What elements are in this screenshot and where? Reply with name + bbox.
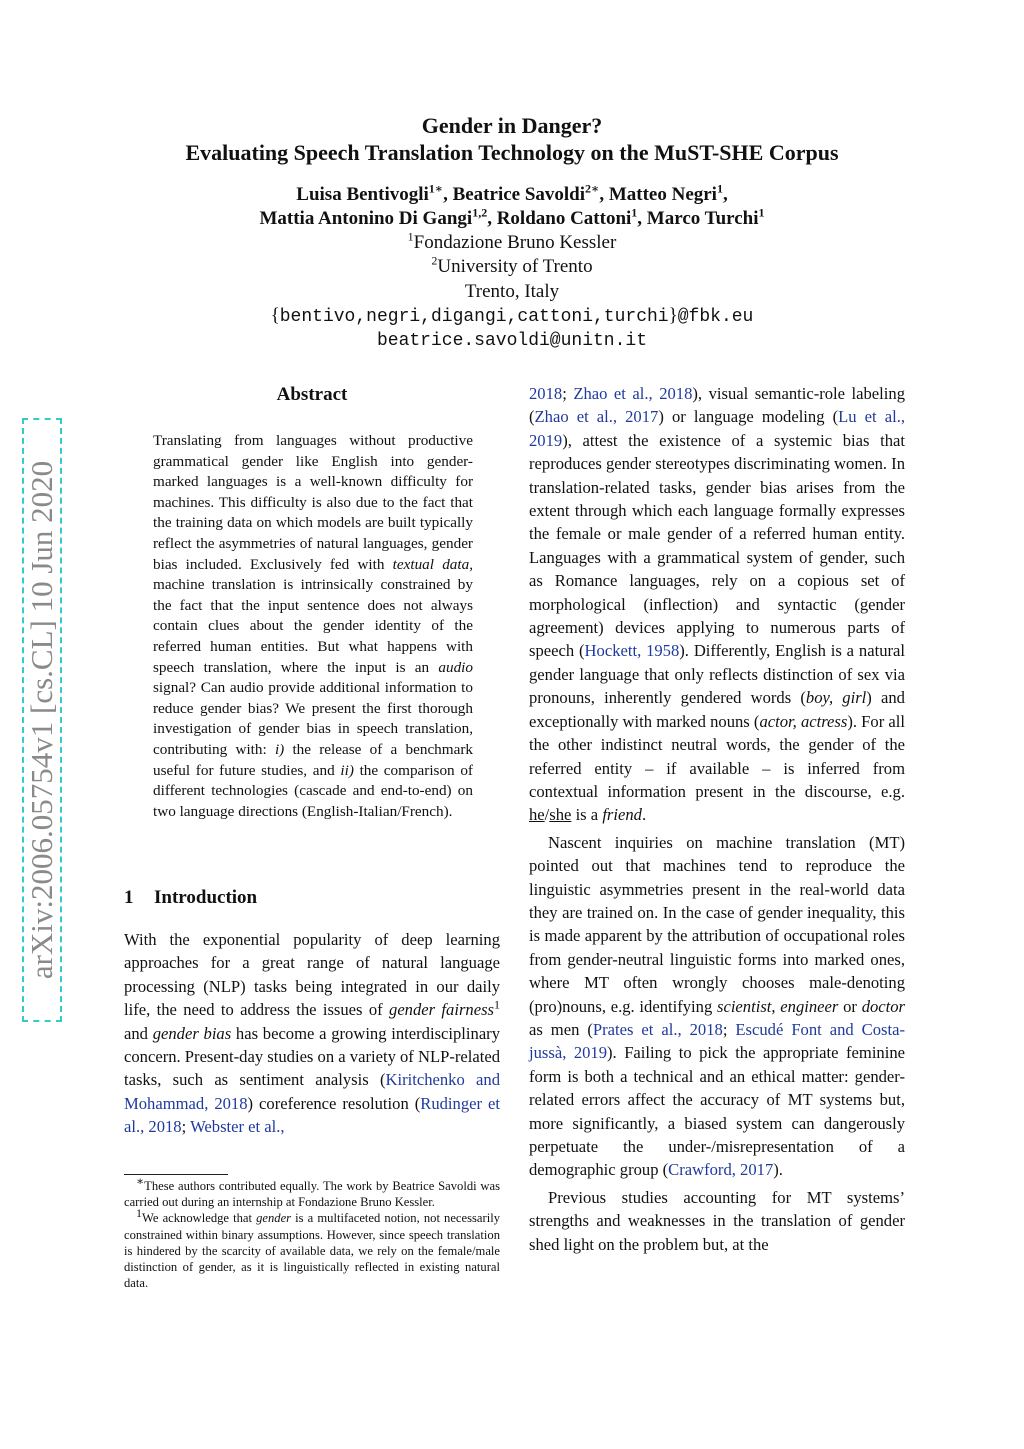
body-emphasis: doctor [861,996,906,1016]
abstract-text: , machine translation is intrinsically constrained by the fact that the input sentence does not always contain clues about the gender identity of the referred human entities. But what happens with speech translation, where the input is an [153,555,473,676]
intro-paragraph-right [529,382,905,827]
body-text: , [771,996,781,1016]
body-text: With the exponential popularity of deep learning approaches for a great range of natural language processing (NLP) tasks being integrated in our daily life, the need to address the issues of [124,930,500,1020]
body-text: ). Differently, English is a natural gender language that only reflects distinction of sex via pronouns, inherently gendered words ( [529,641,905,708]
affiliation-1 [0,231,1024,255]
body-emphasis: scientist [717,996,772,1016]
citation-link[interactable]: 2018 [529,384,563,403]
footnotes [124,1173,500,1291]
affiliation-name: University of Trento [437,256,593,277]
body-text: ). [773,1160,783,1180]
abstract-emphasis: textual data [392,555,470,573]
abstract-body [153,431,473,822]
body-text: Previous studies accounting for MT systems’ strengths and weaknesses in the translation of gender shed light on the problem but, at the [529,1187,905,1254]
abstract-emphasis: i) [274,740,285,758]
footnote-emphasis: gender [256,1211,292,1226]
paragraph-mt-inquiries [529,831,905,1182]
body-text: / [544,805,550,825]
citation-link[interactable]: Lu et al., 2019 [529,407,905,450]
body-text: as men ( [529,1019,593,1039]
email-line-1[interactable] [0,304,1024,329]
abstract-emphasis: ii) [340,761,354,779]
body-emphasis: boy, girl [805,688,867,708]
body-text: or [838,996,862,1016]
footnote-marker[interactable]: 1 [494,997,500,1012]
citation-link[interactable]: Escudé Font and Costa-jussà, 2019 [529,1019,905,1063]
email-brace: { [270,305,280,326]
authors-line-2: Mattia Antonino Di Gangi$^{1,2}$, Roldano Cattoni$^1$, Marco Turchi$^1$ [259,205,765,229]
underlined-word: she [549,805,572,825]
author-name: Marco Turchi [646,208,759,229]
body-text: ; [722,1019,736,1039]
citation-link[interactable]: Kiritchenko and Mohammad, 2018 [124,1070,500,1113]
citation-link[interactable]: Webster et al., [190,1117,285,1137]
paragraph-previous-studies [529,1186,905,1256]
footnote-text: We acknowledge that [142,1211,257,1226]
body-text: is a [571,805,603,825]
footnote-mark: 1 [136,1206,142,1221]
footnote-text: is a multifaceted notion, not necessarily constrained within binary assumptions. However, since speech translation is hindered by the scarcity of available data, we rely on the female/male distinction of gender, as it is linguistically reflected in existing natural data. [124,1211,500,1291]
affiliation-location: Trento, Italy [464,281,560,302]
body-emphasis: friend [602,805,642,825]
body-text: ) coreference resolution ( [247,1093,421,1113]
citation-link[interactable]: Hockett, 1958 [584,641,680,661]
body-emphasis: actor, actress [759,711,848,731]
footnote-1 [124,1206,500,1291]
email-usernames: bentivo,negri,digangi,cattoni,turchi [279,307,669,327]
email-brace: } [668,305,678,326]
body-text: has become a growing interdisciplinary concern. Present-day studies on a variety of NLP-related tasks, such as sentiment analysis ( [124,1023,501,1090]
affiliation-mark: 1 [407,229,414,244]
section-title: Introduction [154,887,258,908]
citation-link[interactable]: Prates et al., 2018 [592,1019,723,1039]
email-domain: @fbk.eu [677,307,754,327]
author-name: Mattia Antonino Di Gangi [259,208,473,229]
affiliation-2 [0,255,1024,279]
footnote-text: These authors contributed equally. The work by Beatrice Savoldi was carried out during an internship at Fondazione Bruno Kessler. [124,1179,500,1210]
citation-link[interactable]: Zhao et al., 2018 [573,384,693,403]
section-number: 1 [124,887,134,908]
arxiv-identifier: arXiv:2006.05754v1 [cs.CL] 10 Jun 2020 [24,460,59,980]
author-affiliation-mark: 1,2 [472,205,488,220]
body-emphasis: gender fairness [389,1000,494,1020]
abstract-text: the release of a benchmark useful for future studies, and [153,740,473,779]
email-line-2[interactable]: beatrice.savoldi@unitn.it [376,331,648,351]
abstract-text: the comparison of different technologies (cascade and end-to-end) on two language directions (English-Italian/French). [153,761,473,820]
arxiv-sidebar [22,418,62,1022]
body-text: Nascent inquiries on machine translation (MT) pointed out that machines tend to reproduce the linguistic asymmetries present in the real-world data they are trained on. In the case of gender inequality, this is made apparent by the attribution of occupational roles from gender-neutral linguistic forms into marked ones, where MT often wrongly chooses male-denoting (pro)nouns, e.g. identifying [529,832,905,1016]
affiliation-mark: 2 [431,253,438,268]
right-column [529,382,905,1256]
author-name: Beatrice Savoldi [452,184,586,205]
paper-title-line-1: Gender in Danger? [421,113,603,138]
body-text: and [124,1023,153,1043]
authors-line-1: Luisa Bentivogli$^{1∗}$, Beatrice Savoldi$^{2∗}$, Matteo Negri$^1$, [296,181,728,205]
body-text: . [641,805,647,825]
author-affiliation-mark: 1 [631,205,638,220]
footnote-authors [124,1173,500,1210]
underlined-word: he [529,805,545,825]
footnote-mark: ∗ [136,1173,145,1188]
citation-link[interactable]: Crawford, 2017 [668,1160,774,1180]
author-affiliation-mark: 2∗ [585,181,600,196]
author-name: Matteo Negri [608,184,717,205]
body-text: ; [181,1117,191,1137]
body-text: ) and exceptionally with marked nouns ( [529,688,905,731]
author-affiliation-mark: 1 [758,205,765,220]
body-text: ), visual semantic-role labeling ( [529,384,905,427]
author-affiliation-mark: 1 [716,181,723,196]
author-name: Luisa Bentivogli [296,184,429,205]
abstract-text: signal? Can audio provide additional information to reduce gender bias? We present the first thorough investigation of gender bias in speech translation, contributing with: [153,679,473,758]
citation-link[interactable]: Rudinger et al., 2018 [124,1093,500,1137]
paper-title-line-2: Evaluating Speech Translation Technology on the MuST-SHE Corpus [185,140,839,165]
abstract-heading: Abstract [276,384,348,405]
section-heading-introduction [124,887,257,909]
abstract-emphasis: audio [438,658,473,676]
affiliation-name: Fondazione Bruno Kessler [413,232,617,253]
author-affiliation-mark: 1∗ [428,181,444,196]
body-emphasis: gender bias [152,1023,232,1043]
intro-paragraph-left [124,928,500,1139]
author-name: Roldano Cattoni [496,208,632,229]
body-text: ). Failing to pick the appropriate feminine form is both a technical and an ethical matter: gender-related errors affect the accuracy of MT systems but, more significantly, a biased system can dangerously perpetuate the under-/misrepresentation of a demographic group ( [529,1043,905,1180]
abstract-text: Translating from languages without productive grammatical gender like English into gender-marked languages is a well-known difficulty for machines. This difficulty is also due to the fact that the training data on which models are built typically reflect the asymmetries of natural languages, gender bias included. Exclusively fed with [153,432,473,573]
body-text: ) or language modeling ( [658,407,839,427]
body-emphasis: engineer [780,996,839,1016]
body-text: ). For all the other indistinct neutral words, the gender of the referred entity – if available – is inferred from contextual information present in the discourse, e.g. [529,711,905,801]
body-text: ), attest the existence of a systemic bias that reproduces gender stereotypes discriminating women. In translation-related tasks, gender bias arises from the extent through which each language formally expresses the female or male gender of a referred human entity. Languages with a grammatical system of gender, such as Romance languages, rely on a copious set of morphological (inflection) and syntactic (gender agreement) devices applying to numerous parts of speech ( [529,430,906,661]
body-text: ; [562,384,574,403]
citation-link[interactable]: Zhao et al., 2017 [534,407,659,427]
